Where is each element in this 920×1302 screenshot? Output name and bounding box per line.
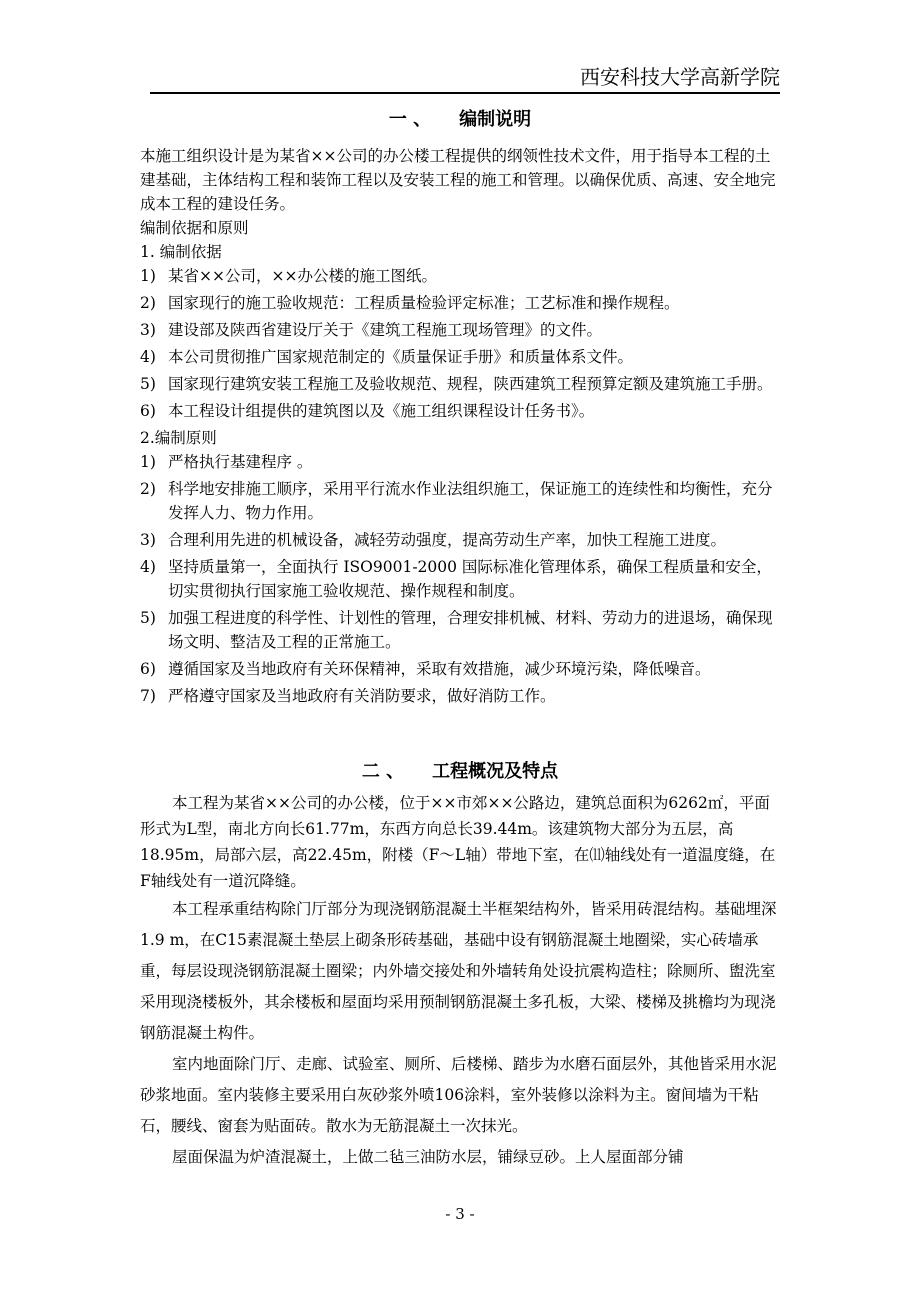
list-item [140, 291, 785, 315]
item-text: 本公司贯彻推广国家规范制定的《质量保证手册》和质量体系文件。 [168, 348, 634, 366]
list-item [140, 345, 785, 369]
basis-heading: 1. 编制依据 [140, 243, 222, 261]
section-1-intro-block [140, 144, 785, 711]
item-text: 加强工程进度的科学性、计划性的管理，合理安排机械、材料、劳动力的进退场，确保现场文明、整洁及工程的正常施工。 [168, 609, 773, 651]
item-number: 5) [140, 609, 156, 627]
list-item [140, 264, 785, 288]
item-number: 5) [140, 375, 156, 393]
item-number: 2) [140, 480, 156, 498]
section-2-title: 工程概况及特点 [432, 761, 559, 782]
item-text: 严格遵守国家及当地政府有关消防要求，做好消防工作。 [168, 687, 556, 705]
item-number: 2) [140, 294, 156, 312]
header-school-name: 西安科技大学高新学院 [580, 65, 780, 89]
overview-paragraph: 本工程为某省××公司的办公楼，位于××市郊××公路边，建筑总面积为6262㎡，平面形式为L型，南北方向长61.77m，东西方向总长39.44m。该建筑物大部分为五层，高18.95m，局部六层，高22.45m，附楼（F～L轴）带地下室，在⑾轴线处有一道温度缝，在F轴线处有一道沉降缝。 [140, 794, 776, 890]
principle-heading: 2.编制原则 [140, 429, 217, 447]
principle-list [140, 450, 785, 708]
page-number: - 3 - [445, 1205, 475, 1223]
item-text: 本工程设计组提供的建筑图以及《施工组织课程设计任务书》。 [168, 402, 595, 420]
section-2-body [140, 790, 785, 1173]
list-item [140, 318, 785, 342]
finishing-paragraph: 室内地面除门厅、走廊、试验室、厕所、后楼梯、踏步为水磨石面层外，其他皆采用水泥砂浆地面。室内装修主要采用白灰砂浆外喷106涂料，室外装修以涂料为主。窗间墙为干粘石，腰线、窗套为贴面砖。散水为无筋混凝土一次抹光。 [140, 1055, 777, 1135]
section-1-title: 编制说明 [459, 109, 532, 130]
item-number: 6) [140, 402, 156, 420]
item-number: 1) [140, 453, 156, 471]
subhead-basis-principles: 编制依据和原则 [140, 219, 249, 237]
intro-paragraph: 本施工组织设计是为某省××公司的办公楼工程提供的纲领性技术文件，用于指导本工程的土建基础，主体结构工程和装饰工程以及安装工程的施工和管理。以确保优质、高速、安全地完成本工程的建设任务。 [140, 147, 776, 213]
item-text: 国家现行的施工验收规范：工程质量检验评定标准；工艺标准和操作规程。 [168, 294, 680, 312]
item-text: 某省××公司，××办公楼的施工图纸。 [168, 267, 437, 285]
item-text: 合理利用先进的机械设备，减轻劳动强度，提高劳动生产率，加快工程施工进度。 [168, 531, 727, 549]
item-number: 4) [140, 558, 156, 576]
item-number: 4) [140, 348, 156, 366]
list-item [140, 372, 785, 396]
page-header [150, 64, 780, 94]
item-text: 遵循国家及当地政府有关环保精神，采取有效措施，减少环境污染，降低噪音。 [168, 660, 711, 678]
list-item [140, 477, 785, 525]
item-text: 科学地安排施工顺序，采用平行流水作业法组织施工，保证施工的连续性和均衡性，充分发挥人力、物力作用。 [168, 480, 773, 522]
item-number: 3) [140, 321, 156, 339]
list-item [140, 606, 785, 654]
item-text: 坚持质量第一，全面执行 ISO9001-2000 国际标准化管理体系，确保工程质量和安全，切实贯彻执行国家施工验收规范、操作规程和制度。 [168, 558, 772, 600]
item-number: 3) [140, 531, 156, 549]
item-text: 建设部及陕西省建设厅关于《建筑工程施工现场管理》的文件。 [168, 321, 603, 339]
basis-list [140, 264, 785, 423]
section-1-heading [0, 108, 920, 132]
list-item [140, 555, 785, 603]
item-number: 6) [140, 660, 156, 678]
list-item [140, 528, 785, 552]
section-2-heading [0, 760, 920, 784]
section-2-number: 二 、 [361, 761, 405, 782]
item-number: 7) [140, 687, 156, 705]
item-number: 1) [140, 267, 156, 285]
roof-paragraph: 屋面保温为炉渣混凝土，上做二毡三油防水层，铺绿豆砂。上人屋面部分铺 [172, 1148, 684, 1166]
list-item [140, 684, 785, 708]
item-text: 严格执行基建程序 。 [168, 453, 313, 471]
list-item [140, 450, 785, 474]
list-item [140, 399, 785, 423]
section-1-number: 一 、 [388, 109, 432, 130]
structure-paragraph: 本工程承重结构除门厅部分为现浇钢筋混凝土半框架结构外，皆采用砖混结构。基础埋深1.9 m，在C15素混凝土垫层上砌条形砖基础，基础中设有钢筋混凝土地圈梁，实心砖墙承重，每层设现浇钢筋混凝土圈梁；内外墙交接处和外墙转角处设抗震构造柱；除厕所、盥洗室采用现浇楼板外，其余楼板和屋面均采用预制钢筋混凝土多孔板，大梁、楼梯及挑檐均为现浇钢筋混凝土构件。 [140, 900, 777, 1042]
item-text: 国家现行建筑安装工程施工及验收规范、规程，陕西建筑工程预算定额及建筑施工手册。 [168, 375, 773, 393]
list-item [140, 657, 785, 681]
